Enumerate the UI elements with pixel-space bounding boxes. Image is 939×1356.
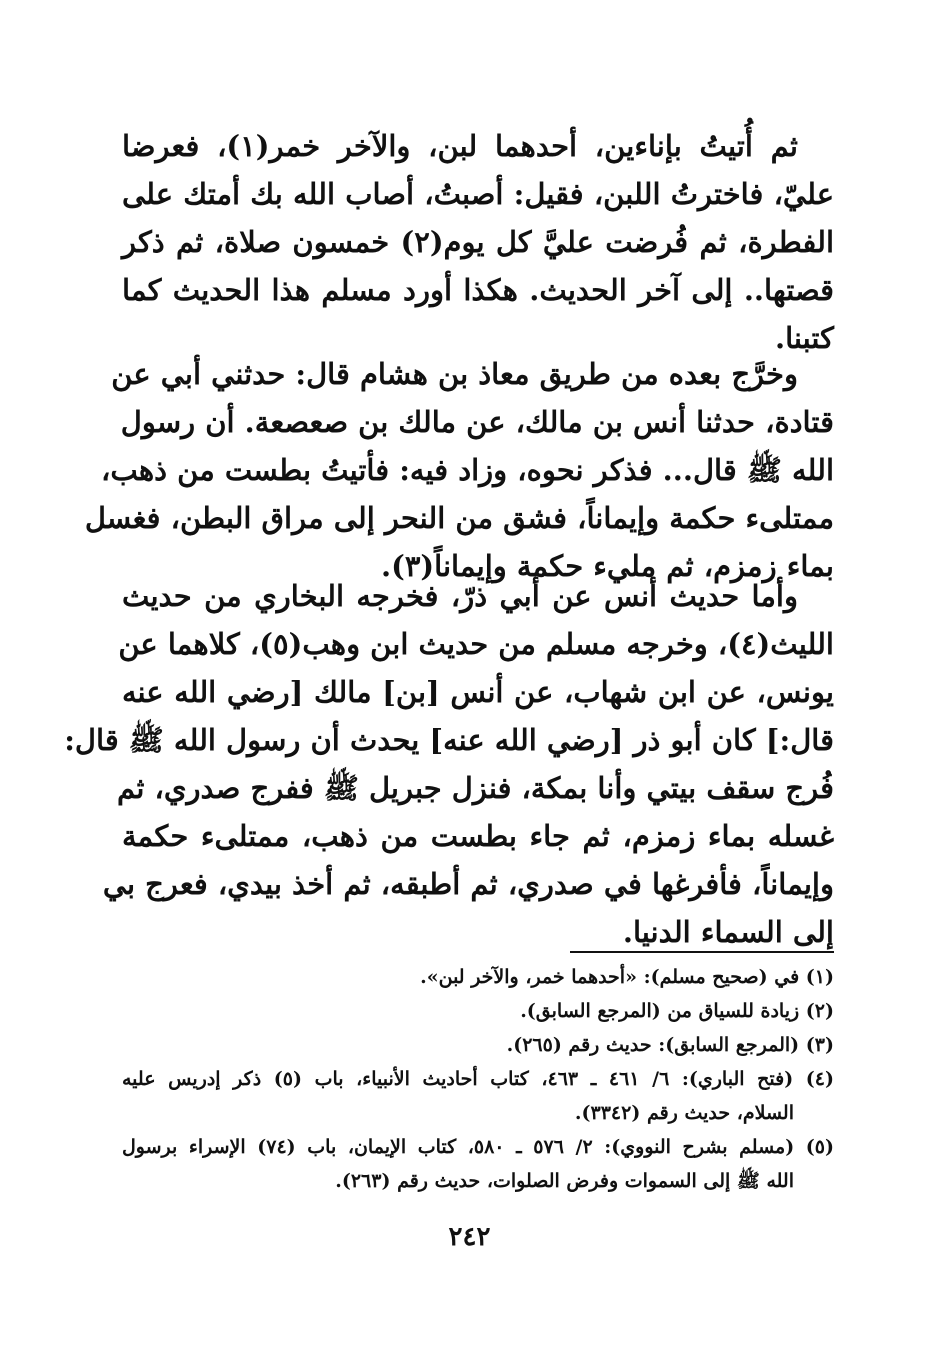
text-line: ثم أُتيتُ بإناءين، أحدهما لبن، والآخر خمر(١)، فعرضا <box>122 129 798 163</box>
text-line: قصتها.. إلى آخر الحديث. هكذا أورد مسلم هذا الحديث كما <box>122 273 834 307</box>
text-line: عليّ، فاخترتُ اللبن، فقيل: أصبتُ، أصاب الله بك أمتك على <box>122 177 834 211</box>
footnote-1: (١) في (صحيح مسلم): «أحدهما خمر، والآخر لبن». <box>420 966 834 988</box>
text-line: قال:] كان أبو ذر [رضي الله عنه] يحدث أن رسول الله ﷺ قال: <box>64 723 834 757</box>
text-line: وإيماناً، فأفرغها في صدري، ثم أطبقه، ثم أخذ بيدي، فعرج بي <box>102 867 834 901</box>
footnote-5: (٥) (مسلم بشرح النووي): ٢/ ٥٧٦ ـ ٥٨٠، كتاب الإيمان، باب (٧٤) الإسراء برسول <box>122 1136 835 1158</box>
footnote-3: (٣) (المرجع السابق): حديث رقم (٢٦٥). <box>506 1034 834 1056</box>
page-number: ٢٤٢ <box>448 1222 491 1252</box>
paragraph-2 <box>84 350 834 590</box>
text-line: غسله بماء زمزم، ثم جاء بطست من ذهب، ممتلىء حكمة <box>122 819 834 853</box>
footnote-5-continued: الله ﷺ إلى السموات وفرض الصلوات، حديث رقم (٢٦٣). <box>335 1170 794 1192</box>
footnotes <box>122 960 834 1198</box>
text-line: إلى السماء الدنيا. <box>622 915 834 949</box>
text-line: الفطرة، ثم فُرضت عليَّ كل يوم(٢) خمسون صلاة، ثم ذكر <box>122 225 834 259</box>
paragraph-3 <box>64 572 834 956</box>
paragraph-1 <box>122 122 834 362</box>
footnote-separator <box>570 951 834 953</box>
text-line: وأما حديث أنس عن أبي ذرّ، فخرجه البخاري من حديث <box>122 579 798 613</box>
text-line: بماء زمزم، ثم مليء حكمة وإيماناً(٣). <box>381 549 834 583</box>
text-line: الله ﷺ قال... فذكر نحوه، وزاد فيه: فأتيتُ بطست من ذهب، <box>100 453 834 487</box>
text-line: قتادة، حدثنا أنس بن مالك، عن مالك بن صعصعة. أن رسول <box>120 405 834 439</box>
text-line: فُرج سقف بيتي وأنا بمكة، فنزل جبريل ﷺ ففرج صدري، ثم <box>117 771 834 805</box>
footnote-4-continued: السلام، حديث رقم (٣٣٤٢). <box>574 1102 794 1124</box>
text-line: كتبنا. <box>775 321 834 355</box>
text-line: ممتلىء حكمة وإيماناً، فشق من النحر إلى مراق البطن، فغسل <box>84 501 834 535</box>
text-line: وخرَّج بعده من طريق معاذ بن هشام قال: حدثني أبي عن <box>111 357 798 391</box>
footnote-2: (٢) زيادة للسياق من (المرجع السابق). <box>520 1000 834 1022</box>
footnote-4: (٤) (فتح الباري): ٦/ ٤٦١ ـ ٤٦٣، كتاب أحاديث الأنبياء، باب (٥) ذكر إدريس عليه <box>122 1068 835 1090</box>
text-line: الليث(٤)، وخرجه مسلم من حديث ابن وهب(٥)، كلاهما عن <box>118 627 834 661</box>
text-line: يونس، عن ابن شهاب، عن أنس [بن] مالك [رضي الله عنه <box>122 675 834 709</box>
